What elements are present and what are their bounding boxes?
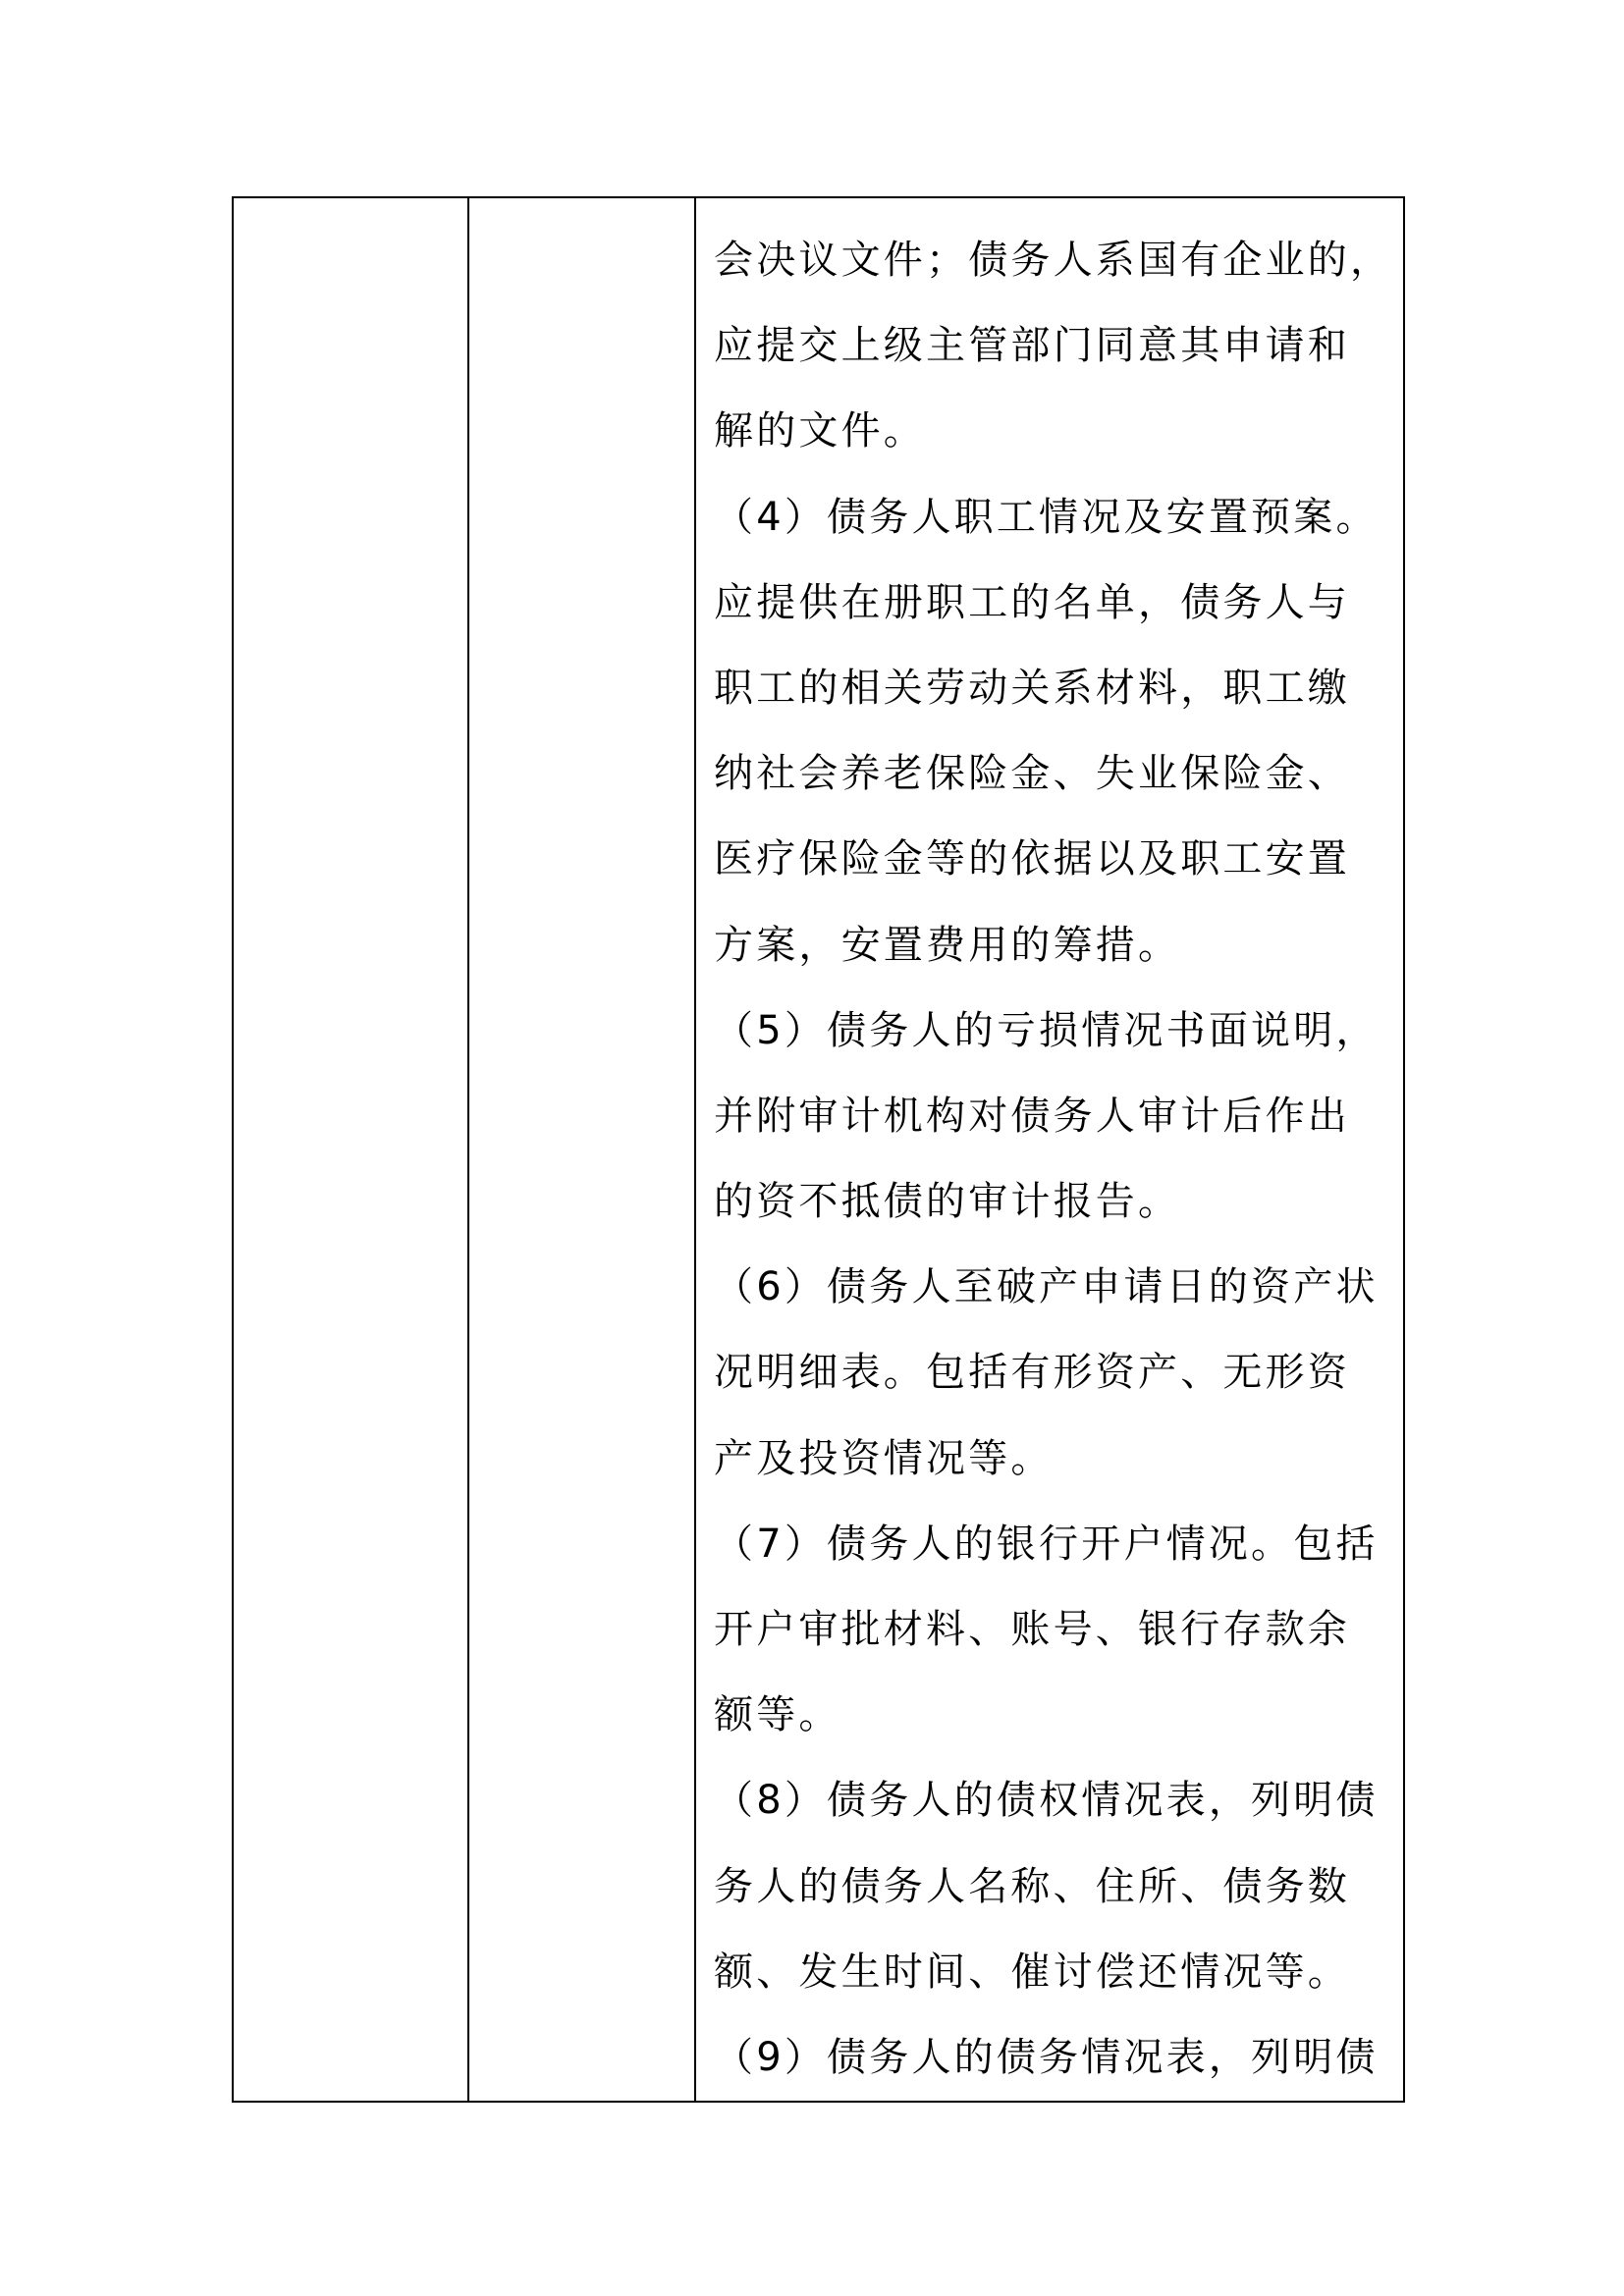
text-line: （9）债务人的债务情况表，列明债 xyxy=(714,2034,1379,2080)
text-line: 应提交上级主管部门同意其申请和 xyxy=(714,323,1350,369)
text-line: 医疗保险金等的依据以及职工安置 xyxy=(714,836,1350,882)
text-line: 解的文件。 xyxy=(714,408,926,454)
text-line: 方案，安置费用的筹措。 xyxy=(714,922,1181,968)
text-line: （5）债务人的亏损情况书面说明， xyxy=(714,1007,1379,1053)
text-line: 额、发生时间、催讨偿还情况等。 xyxy=(714,1949,1350,1995)
table-cell-content xyxy=(695,197,1404,2102)
second-cell-text xyxy=(469,198,694,218)
text-line: 的资不抵债的审计报告。 xyxy=(714,1179,1181,1225)
text-line: 纳社会养老保险金、失业保险金、 xyxy=(714,751,1350,797)
table-cell-first xyxy=(233,197,468,2102)
text-line: 会决议文件；债务人系国有企业的， xyxy=(714,238,1393,283)
first-cell-text xyxy=(234,198,467,218)
table-row xyxy=(233,197,1404,2102)
text-line: 职工的相关劳动关系材料，职工缴 xyxy=(714,665,1350,711)
text-line: 产及投资情况等。 xyxy=(714,1435,1054,1481)
text-line: （7）债务人的银行开户情况。包括 xyxy=(714,1521,1379,1567)
text-line: 开户审批材料、账号、银行存款余 xyxy=(714,1607,1350,1652)
text-line: （8）债务人的债权情况表，列明债 xyxy=(714,1778,1379,1824)
text-line: 务人的债务人名称、住所、债务数 xyxy=(714,1863,1350,1909)
text-line: 并附审计机构对债务人审计后作出 xyxy=(714,1093,1350,1139)
table-cell-second xyxy=(468,197,695,2102)
content-paragraphs xyxy=(696,198,1403,2101)
text-line: 额等。 xyxy=(714,1692,841,1738)
text-line: 应提供在册职工的名单，债务人与 xyxy=(714,579,1350,625)
text-line: 况明细表。包括有形资产、无形资 xyxy=(714,1350,1350,1396)
text-line: （4）债务人职工情况及安置预案。 xyxy=(714,494,1379,540)
document-table xyxy=(232,196,1405,2103)
text-line: （6）债务人至破产申请日的资产状 xyxy=(714,1264,1379,1310)
